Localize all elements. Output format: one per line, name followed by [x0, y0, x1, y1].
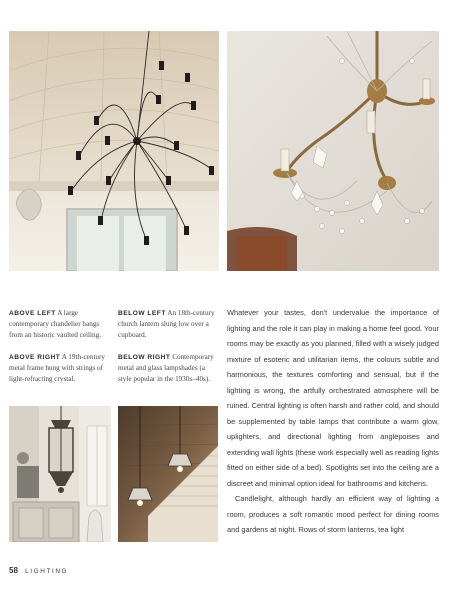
page-number: 58 [9, 566, 18, 575]
lantern-illustration [9, 406, 111, 542]
photo-chandelier-vaulted-ceiling [9, 31, 219, 271]
caption-label: BELOW LEFT [118, 310, 166, 317]
caption-label: ABOVE RIGHT [9, 354, 61, 361]
chandelier-illustration [9, 31, 219, 271]
section-name: LIGHTING [25, 568, 69, 575]
caption-above-left [9, 308, 111, 340]
page-footer [9, 566, 68, 575]
body-paragraph: Whatever your tastes, don't undervalue the importance of lighting and the role it can play in making a home feel good. Your rooms may be exactly as you planned, filled with a wisely judged mixture of esoteric and utilitarian items, the colours subtle and harmonious, the textures comforting and sensual, but if the lighting is wrong, the artfully orchestrated atmosphere will be ruined. Central lighting is often harsh and rather cold, and should be supplemented by table lamps that contribute a warm glow, uplighters, and directional lighting from anglepoises and extending wall lights (these work especially well as reading lights fitted on either side of a bed). Spotlights set into the ceiling are a discreet and minimal option ideal for bathrooms and kitchens. [227, 308, 439, 488]
caption-text: Contemporary metal and glass lampshades (a style popular in the 1930s–40s). [118, 353, 214, 383]
caption-text: A large contemporary chandelier hangs from an historic vaulted ceiling. [9, 309, 102, 339]
lampshades-illustration [118, 406, 218, 542]
photo-church-lantern [9, 406, 111, 542]
caption-label: BELOW RIGHT [118, 354, 171, 361]
caption-text: An 18th-century church lantern slung low over a cupboard. [118, 309, 215, 339]
body-text-column [227, 305, 439, 538]
caption-above-right [9, 352, 111, 384]
crystal-chandelier-illustration [227, 31, 439, 271]
body-paragraph: Candlelight, although hardly an efficient way of lighting a room, produces a soft romantic mood perfect for dining rooms and gardens at night. Rows of storm lanterns, tea light [227, 494, 439, 534]
caption-below-right [118, 352, 218, 384]
photo-crystal-chandelier [227, 31, 439, 271]
caption-label: ABOVE LEFT [9, 310, 56, 317]
caption-below-left [118, 308, 218, 340]
photo-glass-lampshades [118, 406, 218, 542]
caption-text: A 19th-century metal frame hung with strings of light-refracting crystal. [9, 353, 106, 383]
